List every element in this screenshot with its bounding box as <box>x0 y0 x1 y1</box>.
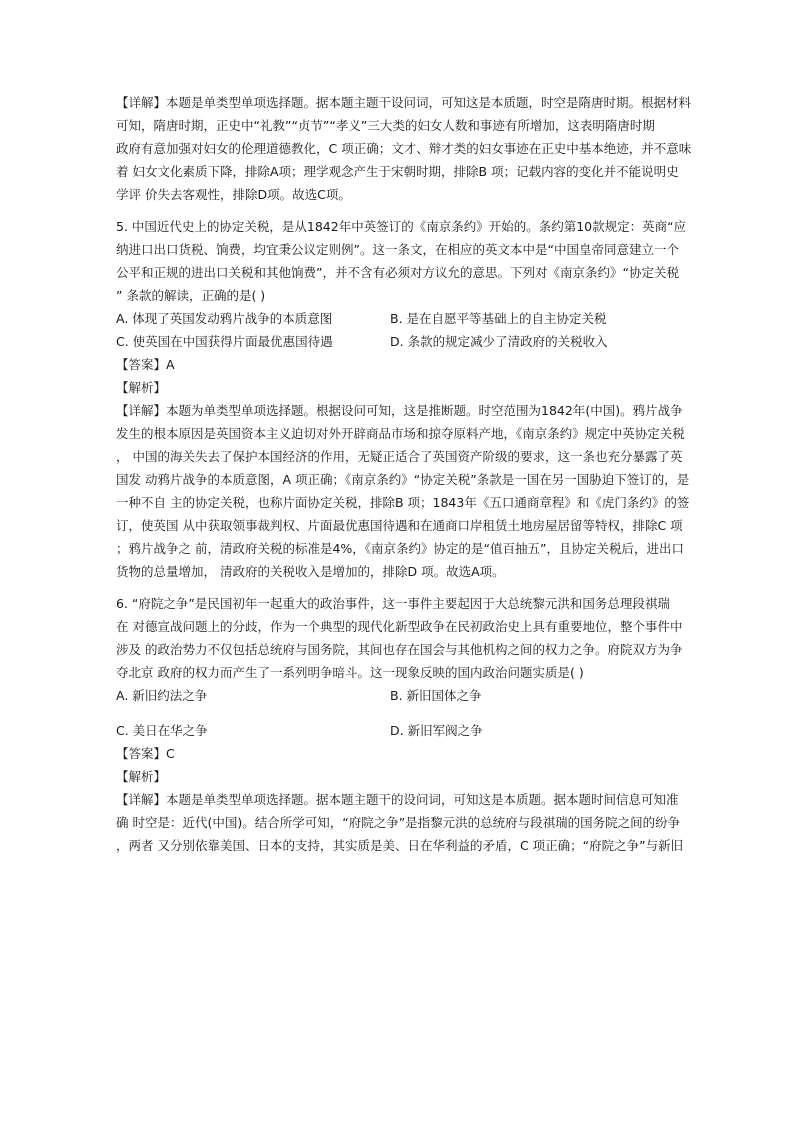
q5-options-row <box>116 308 696 331</box>
q4-detail-line: 【详解】本题是单类型单项选择题。据本题主题干设问词，可知这是本质题，时空是隋唐时期。根据材料 <box>116 95 692 110</box>
q4-detail-line: 政府有意加强对妇女的伦理道德教化，C 项正确；文才、辩才类的妇女事迹在正史中基本绝迹，并不意味 <box>116 141 692 156</box>
q6-detail-line: 【详解】本题是单类型单项选择题。据本题主题干的设问词，可知这是本质题。据本题时间信息可知准 <box>116 792 679 807</box>
q6-stem-line: 6. “府院之争”是民国初年一起重大的政治事件，这一事件主要起因于大总统黎元洪和国务总理段祺瑞 <box>116 596 670 611</box>
q5-answer: 【答案】A <box>116 357 175 372</box>
q6-options-row <box>116 685 696 720</box>
q5-stem-line: 纳进口出口货税、饷费，均宜秉公议定则例”。这一条文，在相应的英文本中是“中国皇帝同意建立一个 <box>116 242 679 257</box>
q5-option-a: A. 体现了英国发动鸦片战争的本质意图 <box>116 311 333 326</box>
q4-detail <box>116 92 696 207</box>
spacer <box>116 584 696 593</box>
q6-option-b: B. 新旧国体之争 <box>390 688 482 703</box>
q5-analysis-label: 【解析】 <box>116 380 167 395</box>
q6-option-d: D. 新旧军阀之争 <box>390 723 483 738</box>
q5-detail-line: 订，使英国 从中获取领事裁判权、片面最优惠国待遇和在通商口岸租赁土地房屋居留等特权，排除C 项 <box>116 518 683 533</box>
q6-stem-line: 在 对德宣战问题上的分歧，作为一个典型的现代化新型政争在民初政治史上具有重要地位，整个事件中 <box>116 619 683 634</box>
q5-detail-line: 国发 动鸦片战争的本质意图，A 项正确；《南京条约》“协定关税”条款是一国在另一国胁迫下签订的，是 <box>116 472 690 487</box>
q5-option-c: C. 使英国在中国获得片面最优惠国待遇 <box>116 334 333 349</box>
q6-stem-line: 夺北京 政府的权力而产生了一系列明争暗斗。这一现象反映的国内政治问题实质是( ) <box>116 665 584 680</box>
q5-option-d: D. 条款的规定减少了清政府的关税收入 <box>390 334 608 349</box>
q5-stem-line: 公平和正规的进出口关税和其他饷费”，并不含有必须对方议允的意思。下列对《南京条约》“协定关税 <box>116 265 679 280</box>
q5-stem-line: 5. 中国近代史上的协定关税，是从1842年中英签订的《南京条约》开始的。条约第10款规定：英商“应 <box>116 219 687 234</box>
spacer <box>116 207 696 216</box>
q6-answer: 【答案】C <box>116 746 175 761</box>
q5-detail-line: 发生的根本原因是英国资本主义迫切对外开辟商品市场和掠夺原料产地，《南京条约》规定中英协定关税 <box>116 426 685 441</box>
q5-stem-line: ” 条款的解读，正确的是( ) <box>116 288 266 303</box>
q6-options-row <box>116 720 696 743</box>
q5-options-row <box>116 331 696 354</box>
q6-option-a: A. 新旧约法之争 <box>116 688 208 703</box>
q6-option-c: C. 美日在华之争 <box>116 723 208 738</box>
q5-detail-line: ；鸦片战争之 前，清政府关税的标准是4%，《南京条约》协定的是“值百抽五”，且协定关税后，进出口 <box>116 541 685 556</box>
q5-detail-line: 一种不自 主的协定关税，也称片面协定关税，排除B 项；1843年《五口通商章程》和《虎门条约》的签 <box>116 495 690 510</box>
q6-detail-line: ，两者 又分别依靠美国、日本的支持，其实质是美、日在华利益的矛盾，C 项正确；“府院之争”与新旧 <box>116 838 684 853</box>
q6-analysis-label: 【解析】 <box>116 769 167 784</box>
q5-detail-line: ， 中国的海关失去了保护本国经济的作用，无疑正适合了英国资产阶级的要求，这一条也充分暴露了英 <box>116 449 683 464</box>
q5-detail-line: 货物的总量增加， 清政府的关税收入是增加的，排除D 项。故选A项。 <box>116 564 505 579</box>
q5-detail-line: 【详解】本题为单类型单项选择题。根据设问可知，这是推断题。时空范围为1842年(中国)。鸦片战争 <box>116 403 683 418</box>
q4-detail-line: 着 妇女文化素质下降，排除A项；理学观念产生于宋朝时期，排除B 项；记载内容的变化并不能说明史 <box>116 164 679 179</box>
q6-stem-line: 涉及 的政治势力不仅包括总统府与国务院，其间也存在国会与其他机构之间的权力之争。府院双方为争 <box>116 642 683 657</box>
q4-detail-line: 学评 价失去客观性，排除D项。故选C项。 <box>116 187 351 202</box>
q6-detail-line: 确 时空是：近代(中国)。结合所学可知，“府院之争”是指黎元洪的总统府与段祺瑞的国务院之间的纷争 <box>116 815 681 830</box>
q5-option-b: B. 是在自愿平等基础上的自主协定关税 <box>390 311 607 326</box>
question-6 <box>116 593 696 858</box>
document-page <box>116 92 696 858</box>
question-5 <box>116 216 696 584</box>
q4-detail-line: 可知，隋唐时期，正史中“礼教”“贞节”“孝义”三大类的妇女人数和事迹有所增加，这表明隋唐时期 <box>116 118 655 133</box>
